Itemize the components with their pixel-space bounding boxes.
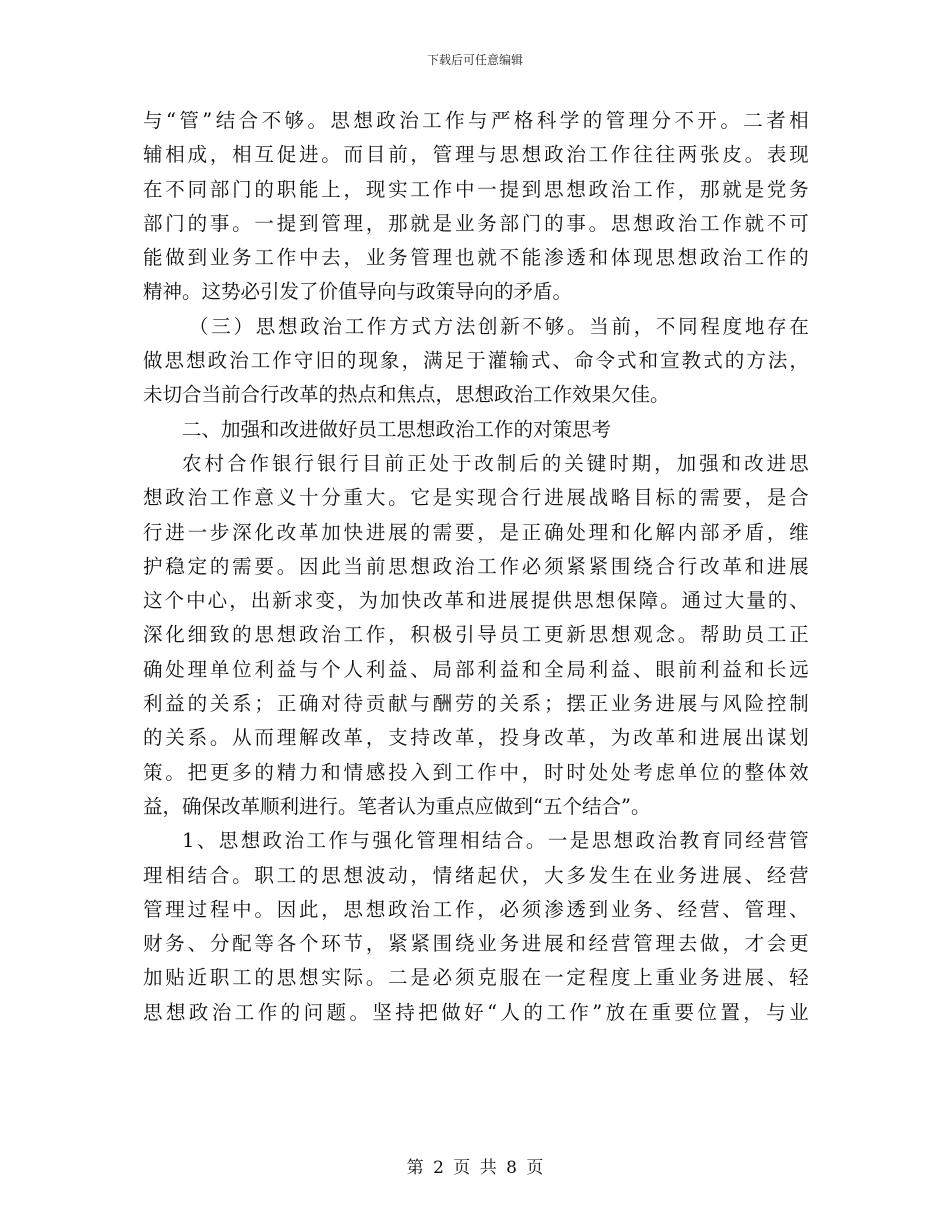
text-line: 管 理 过 程 中 。 因 此 ， 思 想 政 治 工 作 ， 必 须 渗 透 到 业 务 、 经 营 、 管 理 、 bbox=[143, 897, 809, 921]
text-line: 的 关 系 。 从 而 理 解 改 革 ， 支 持 改 革 ， 投 身 改 革 ， 为 改 革 和 进 展 出 谋 划 bbox=[143, 726, 809, 750]
text-line: （ 三 ） 思 想 政 治 工 作 方 式 方 法 创 新 不 够 。 当 前 ， 不 同 程 度 地 存 在 bbox=[189, 314, 809, 338]
text-line: 精神。这势必引发了价值导向与政策导向的矛盾。 bbox=[143, 280, 573, 304]
page-footer: 第 2 页 共 8 页 bbox=[406, 1158, 544, 1178]
text-line: 利 益 的 关 系 ； 正 确 对 待 贡 献 与 酬 劳 的 关 系 ； 摆 正 业 务 进 展 与 风 险 控 制 bbox=[143, 692, 809, 716]
text-line: 益，确保改革顺利进行。笔者认为重点应做到“五个结合”。 bbox=[143, 794, 651, 818]
text-line: 在 不 同 部 门 的 职 能 上 ， 现 实 工 作 中 一 提 到 思 想 政 治 工 作 ， 那 就 是 党 务 bbox=[143, 177, 809, 201]
text-line: 1 、 思 想 政 治 工 作 与 强 化 管 理 相 结 合 。 一 是 思 想 政 治 教 育 同 经 营 管 bbox=[182, 829, 809, 853]
text-line: 这 个 中 心 ， 出 新 求 变 ， 为 加 快 改 革 和 进 展 提 供 思 想 保 障 。 通 过 大 量 的 、 bbox=[143, 589, 809, 613]
text-line: 与 “ 管 ” 结 合 不 够 。 思 想 政 治 工 作 与 严 格 科 学 的 管 理 分 不 开 。 二 者 相 bbox=[143, 109, 809, 132]
text-line: 辅 相 成 ， 相 互 促 进 。 而 目 前 ， 管 理 与 思 想 政 治 工 作 往 往 两 张 皮 。 表 现 bbox=[143, 143, 809, 167]
text-line: 思 想 政 治 工 作 的 问 题 。 坚 持 把 做 好 “ 人 的 工 作 ” 放 在 重 要 位 置 ， 与 业 bbox=[143, 1000, 809, 1024]
text-line: 二、加强和改进做好员工思想政治工作的对策思考 bbox=[182, 417, 612, 441]
text-line: 农 村 合 作 银 行 银 行 目 前 正 处 于 改 制 后 的 关 键 时 期 ， 加 强 和 改 进 思 bbox=[182, 451, 809, 475]
text-line: 理 相 结 合 。 职 工 的 思 想 波 动 ， 情 绪 起 伏 ， 大 多 发 生 在 业 务 进 展 、 经 营 bbox=[143, 863, 809, 887]
text-line: 深 化 细 致 的 思 想 政 治 工 作 ， 积 极 引 导 员 工 更 新 思 想 观 念 。 帮 助 员 工 正 bbox=[143, 623, 809, 647]
page-header: 下载后可任意编辑 bbox=[426, 53, 523, 67]
text-line: 想 政 治 工 作 意 义 十 分 重 大 。 它 是 实 现 合 行 进 展 战 略 目 标 的 需 要 ， 是 合 bbox=[143, 486, 809, 510]
text-line: 能 做 到 业 务 工 作 中 去 ， 业 务 管 理 也 就 不 能 渗 透 和 体 现 思 想 政 治 工 作 的 bbox=[143, 246, 809, 270]
document-body bbox=[143, 104, 809, 1030]
text-line: 做 思 想 政 治 工 作 守 旧 的 现 象 ， 满 足 于 灌 输 式 、 命 令 式 和 宣 教 式 的 方 法 ， bbox=[143, 349, 809, 373]
text-line: 策 。 把 更 多 的 精 力 和 情 感 投 入 到 工 作 中 ， 时 时 处 处 考 虑 单 位 的 整 体 效 bbox=[143, 760, 809, 784]
text-line: 加 贴 近 职 工 的 思 想 实 际 。 二 是 必 须 克 服 在 一 定 程 度 上 重 业 务 进 展 、 轻 bbox=[143, 966, 809, 990]
text-line: 部 门 的 事 。 一 提 到 管 理 ， 那 就 是 业 务 部 门 的 事 。 思 想 政 治 工 作 就 不 可 bbox=[143, 211, 809, 235]
text-line: 护 稳 定 的 需 要 。 因 此 当 前 思 想 政 治 工 作 必 须 紧 紧 围 绕 合 行 改 革 和 进 展 bbox=[143, 554, 809, 578]
text-line: 财 务 、 分 配 等 各 个 环 节 ， 紧 紧 围 绕 业 务 进 展 和 经 营 管 理 去 做 ， 才 会 更 bbox=[143, 932, 809, 956]
text-line: 行 进 一 步 深 化 改 革 加 快 进 展 的 需 要 ， 是 正 确 处 理 和 化 解 内 部 矛 盾 ， 维 bbox=[143, 520, 809, 544]
text-line: 未切合当前合行改革的热点和焦点，思想政治工作效果欠佳。 bbox=[143, 383, 670, 407]
text-line: 确 处 理 单 位 利 益 与 个 人 利 益 、 局 部 利 益 和 全 局 利 益 、 眼 前 利 益 和 长 远 bbox=[143, 657, 809, 681]
